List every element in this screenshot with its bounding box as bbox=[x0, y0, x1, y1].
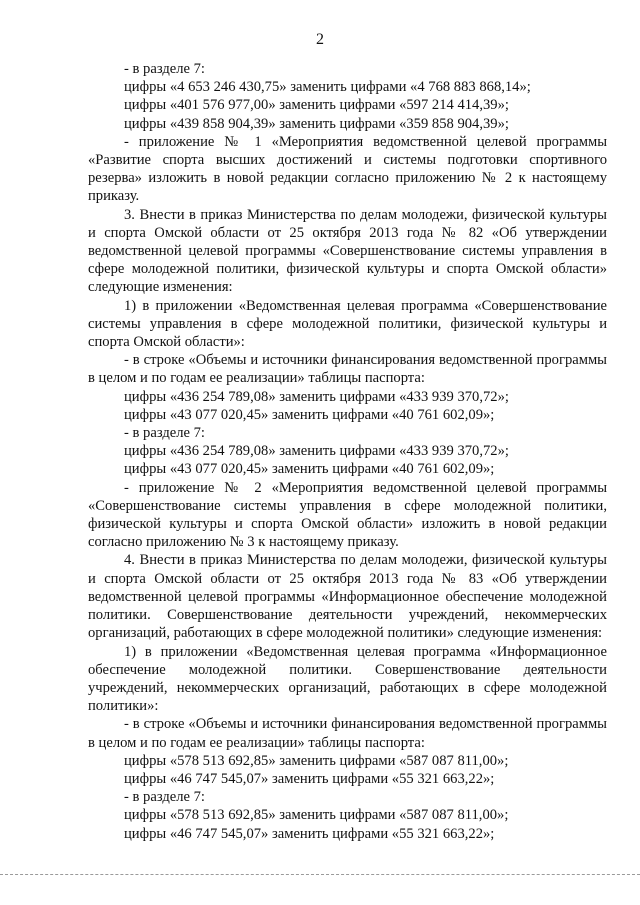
paragraph: цифры «578 513 692,85» заменить цифрами «587 087 811,00»; bbox=[124, 752, 509, 769]
paragraph: цифры «43 077 020,45» заменить цифрами «40 761 602,09»; bbox=[124, 406, 495, 423]
paragraph: цифры «46 747 545,07» заменить цифрами «55 321 663,22»; bbox=[124, 770, 495, 787]
paragraph: цифры «436 254 789,08» заменить цифрами «433 939 370,72»; bbox=[124, 443, 509, 460]
paragraph: - в разделе 7: bbox=[124, 425, 205, 442]
paragraph: цифры «4 653 246 430,75» заменить цифрами «4 768 883 868,14»; bbox=[124, 79, 531, 96]
page-number: 2 bbox=[316, 31, 324, 48]
paragraph: цифры «43 077 020,45» заменить цифрами «40 761 602,09»; bbox=[124, 461, 495, 478]
paragraph: - в разделе 7: bbox=[124, 789, 205, 806]
paragraph: - в строке «Объемы и источники финансирования ведомственной программы в целом и по годам ее реализации» таблицы паспорта: bbox=[88, 352, 607, 387]
paragraph: цифры «439 858 904,39» заменить цифрами «359 858 904,39»; bbox=[124, 115, 509, 132]
document-body bbox=[88, 60, 607, 843]
paragraph: 1) в приложении «Ведомственная целевая программа «Информационное обеспечение молодежной политики. Совершенствование деятельности учреждений, некоммерческих организаций, работающих в сфере молодежной политики»: bbox=[88, 643, 607, 715]
paragraph: - приложение № 1 «Мероприятия ведомственной целевой программы «Развитие спорта высших достижений и системы подготовки спортивного резерва» изложить в новой редакции согласно приложению № 2 к настоящему приказу. bbox=[88, 133, 607, 205]
paragraph: 3. Внести в приказ Министерства по делам молодежи, физической культуры и спорта Омской области от 25 октября 2013 года № 82 «Об утверждении ведомственной целевой программы «Совершенствование системы управления в сфере молодежной политики, физической культуры и спорта Омской области» следующие изменения: bbox=[88, 206, 607, 296]
paragraph: цифры «578 513 692,85» заменить цифрами «587 087 811,00»; bbox=[124, 807, 509, 824]
paragraph: цифры «401 576 977,00» заменить цифрами «597 214 414,39»; bbox=[124, 97, 509, 114]
paragraph: - приложение № 2 «Мероприятия ведомственной целевой программы «Совершенствование системы управления в сфере молодежной политики, физической культуры и спорта Омской области» изложить в новой редакции согласно приложению № 3 к настоящему приказу. bbox=[88, 479, 607, 551]
paragraph: - в строке «Объемы и источники финансирования ведомственной программы в целом и по годам ее реализации» таблицы паспорта: bbox=[88, 716, 607, 751]
paragraph: цифры «46 747 545,07» заменить цифрами «55 321 663,22»; bbox=[124, 825, 495, 842]
paragraph: 1) в приложении «Ведомственная целевая программа «Совершенствование системы управления в сфере молодежной политики, физической культуры и спорта Омской области»: bbox=[88, 297, 607, 351]
paragraph: 4. Внести в приказ Министерства по делам молодежи, физической культуры и спорта Омской области от 25 октября 2013 года № 83 «Об утверждении ведомственной целевой программы «Информационное обеспечение молодежной политики. Совершенствование деятельности учреждений, некоммерческих организаций, работающих в сфере молодежной политики» следующие изменения: bbox=[88, 552, 607, 642]
page-bottom-rule bbox=[0, 874, 640, 875]
paragraph: цифры «436 254 789,08» заменить цифрами «433 939 370,72»; bbox=[124, 388, 509, 405]
paragraph: - в разделе 7: bbox=[124, 61, 205, 77]
